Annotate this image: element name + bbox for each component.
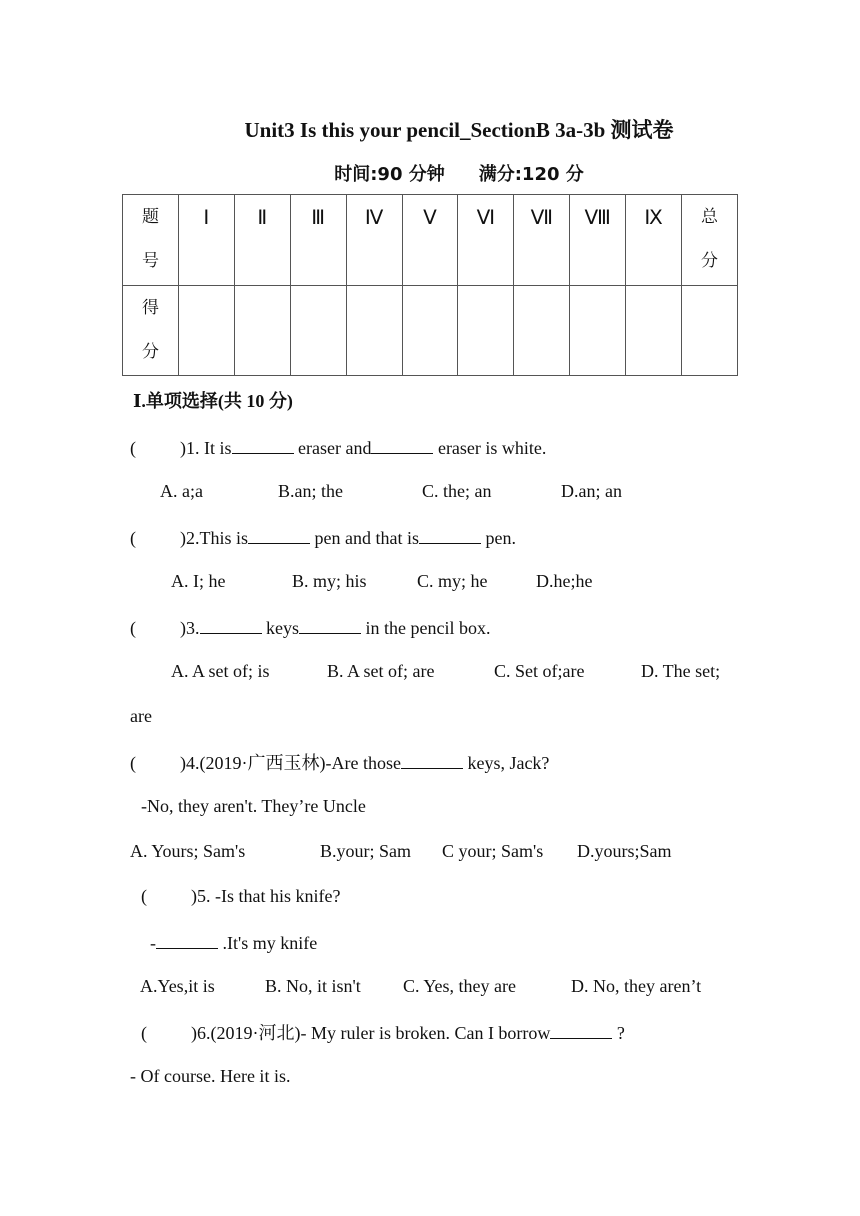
section-heading: Ⅰ.单项选择(共 10 分): [133, 391, 293, 411]
header-col-4: Ⅳ: [346, 195, 402, 286]
option-c: C. the; an: [422, 481, 492, 501]
full-score: 满分:120 分: [478, 164, 584, 185]
question-5: ( )5. -Is that his knife?: [141, 886, 341, 906]
header-col-2: Ⅱ: [234, 195, 290, 286]
header-col-7: Ⅶ: [514, 195, 570, 286]
answer-blank[interactable]: [550, 1020, 612, 1039]
question-4-reply: -No, they aren't. They’re Uncle: [141, 796, 366, 816]
question-6-reply: - Of course. Here it is.: [130, 1066, 291, 1086]
option-b: B. my; his: [292, 571, 367, 591]
score-table-header-row: [123, 195, 738, 286]
answer-blank[interactable]: [200, 615, 262, 634]
answer-blank[interactable]: [248, 525, 310, 544]
question-3: ( )3. keys in the pencil box.: [130, 615, 490, 639]
score-cell-8[interactable]: [570, 285, 626, 376]
header-label-cell: 题 号: [123, 195, 179, 286]
option-a: A. Yours; Sam's: [130, 841, 246, 861]
score-cell-4[interactable]: [346, 285, 402, 376]
time-limit: 时间:90 分钟: [334, 164, 445, 185]
option-d: D.an; an: [561, 481, 622, 501]
score-cell-7[interactable]: [514, 285, 570, 376]
document-subtitle: [0, 160, 860, 186]
option-a: A. I; he: [171, 571, 226, 591]
header-col-8: Ⅷ: [570, 195, 626, 286]
option-d: D. The set;: [641, 661, 721, 681]
option-c: C. Yes, they are: [403, 976, 516, 996]
header-total-cell: 总 分: [682, 195, 738, 286]
score-cell-total[interactable]: [682, 285, 738, 376]
question-2: ( )2.This is pen and that is pen.: [130, 525, 516, 549]
option-d-wrap: are: [130, 706, 152, 726]
question-1: ( )1. It is eraser and eraser is white.: [130, 435, 546, 459]
option-a: A. A set of; is: [171, 661, 270, 681]
score-cell-3[interactable]: [290, 285, 346, 376]
option-a: A. a;a: [160, 481, 203, 501]
answer-blank[interactable]: [401, 750, 463, 769]
option-b: B. A set of; are: [327, 661, 435, 681]
answer-blank[interactable]: [419, 525, 481, 544]
score-cell-1[interactable]: [178, 285, 234, 376]
option-a: A.Yes,it is: [140, 976, 215, 996]
option-b: B.an; the: [278, 481, 343, 501]
header-col-5: Ⅴ: [402, 195, 458, 286]
option-b: B. No, it isn't: [265, 976, 361, 996]
option-d: D.he;he: [536, 571, 593, 591]
option-c: C your; Sam's: [442, 841, 544, 861]
option-c: C. Set of;are: [494, 661, 585, 681]
answer-blank[interactable]: [156, 930, 218, 949]
score-cell-9[interactable]: [626, 285, 682, 376]
option-b: B.your; Sam: [320, 841, 412, 861]
option-c: C. my; he: [417, 571, 488, 591]
header-col-3: Ⅲ: [290, 195, 346, 286]
question-5-reply: - .It's my knife: [150, 930, 317, 954]
score-cell-2[interactable]: [234, 285, 290, 376]
score-cell-6[interactable]: [458, 285, 514, 376]
answer-blank[interactable]: [371, 435, 433, 454]
option-d: D.yours;Sam: [577, 841, 672, 861]
header-col-9: Ⅸ: [626, 195, 682, 286]
header-col-6: Ⅵ: [458, 195, 514, 286]
answer-blank[interactable]: [232, 435, 294, 454]
score-cell-5[interactable]: [402, 285, 458, 376]
document-title: Unit3 Is this your pencil_SectionB 3a-3b 测试卷: [244, 118, 674, 142]
score-table-score-row: [123, 285, 738, 376]
header-col-1: Ⅰ: [178, 195, 234, 286]
score-table: [122, 194, 738, 376]
score-label-cell: 得 分: [123, 285, 179, 376]
option-d: D. No, they aren’t: [571, 976, 702, 996]
question-4: ( )4.(2019·广西玉林)-Are those keys, Jack?: [130, 750, 549, 774]
question-6: ( )6.(2019·河北)- My ruler is broken. Can I borrow ?: [141, 1020, 625, 1044]
answer-blank[interactable]: [299, 615, 361, 634]
